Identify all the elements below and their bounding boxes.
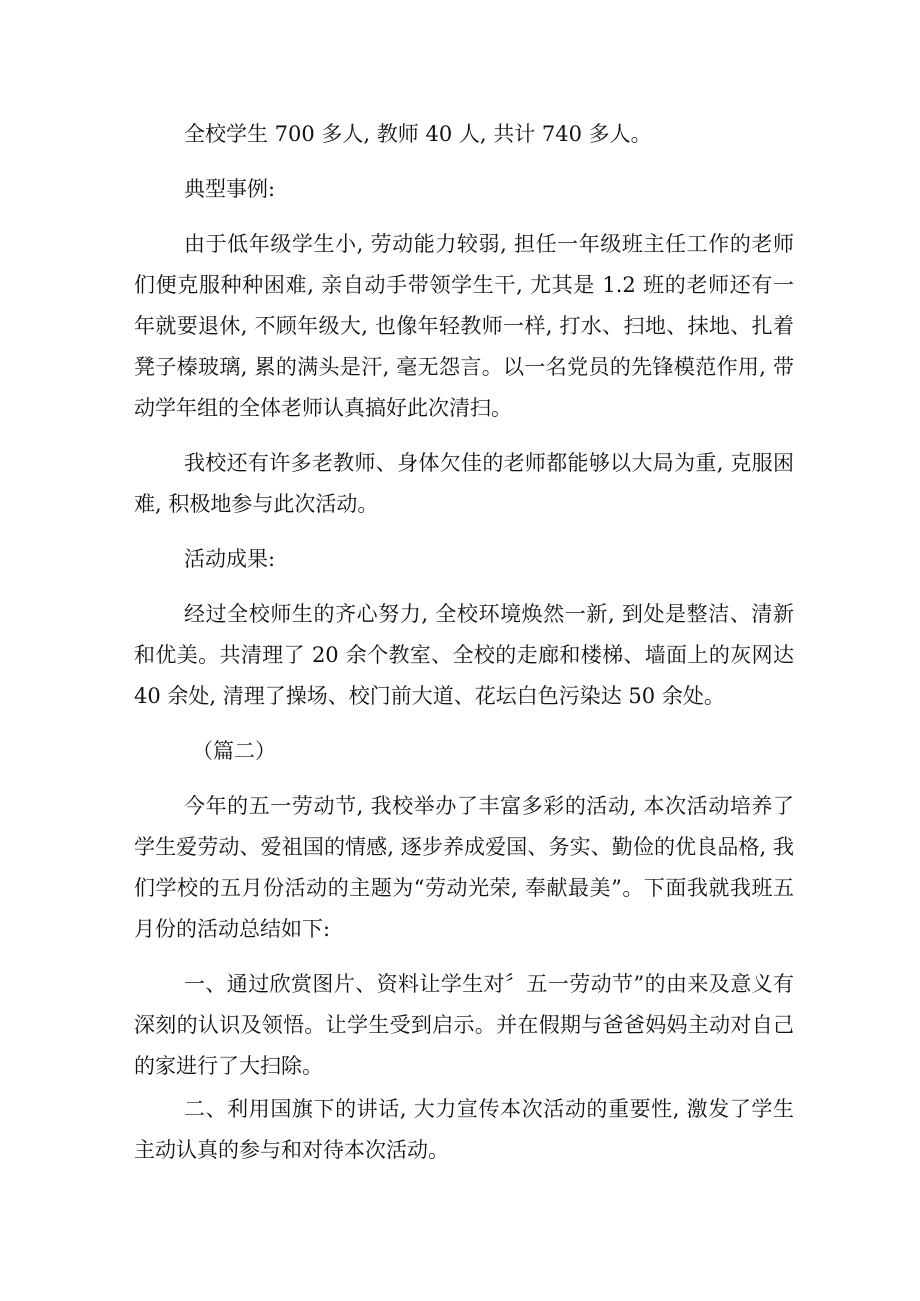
paragraph-item-two: 二、利用国旗下的讲话, 大力宣传本次活动的重要性, 激发了学生主动认真的参与和对待本次活动。 <box>134 1097 794 1162</box>
paragraph-senior-teachers: 我校还有许多老教师、身体欠佳的老师都能够以大局为重, 克服困难, 积极地参与此次活动。 <box>134 451 794 516</box>
paragraph-activity-results: 经过全校师生的齐心努力, 全校环境焕然一新, 到处是整洁、清新和优美。共清理了 20 余个教室、全校的走廊和楼梯、墙面上的灰网达 40 余处, 清理了操场、校门前大道、花坛白色污染达 50 余处。 <box>134 602 794 708</box>
document-body <box>134 114 794 1171</box>
paragraph-may-day-intro: 今年的五一劳动节, 我校举办了丰富多彩的活动, 本次活动培养了学生爱劳动、爱祖国的情感, 逐步养成爱国、务实、勤俭的优良品格, 我们学校的五月份活动的主题为“劳动光荣, 奉献最美”。下面我就我班五月份的活动总结如下: <box>134 794 794 941</box>
heading-activity-results: 活动成果: <box>184 547 276 571</box>
paragraph-student-count: 全校学生 700 多人, 教师 40 人, 共计 740 多人。 <box>184 122 652 146</box>
section-heading-part-two: （篇二） <box>192 739 276 763</box>
paragraph-typical-example: 由于低年级学生小, 劳动能力较弱, 担任一年级班主任工作的老师们便克服种种困难, 亲自动手带领学生干, 尤其是 1.2 班的老师还有一年就要退休, 不顾年级大, 也像年轻教师一样, 打水、扫地、抹地、扎着凳子榛玻璃, 累的满头是汗, 毫无怨言。以一名党员的先锋模范作用, 带动学年组的全体老师认真搞好此次清扫。 <box>134 232 794 420</box>
paragraph-item-one: 一、通过欣赏图片、资料让学生对〞五一劳动节”的由来及意义有深刻的认识及领悟。让学生受到启示。并在假期与爸爸妈妈主动对自己的家进行了大扫除。 <box>134 972 794 1078</box>
heading-typical-examples: 典型事例: <box>184 177 276 201</box>
